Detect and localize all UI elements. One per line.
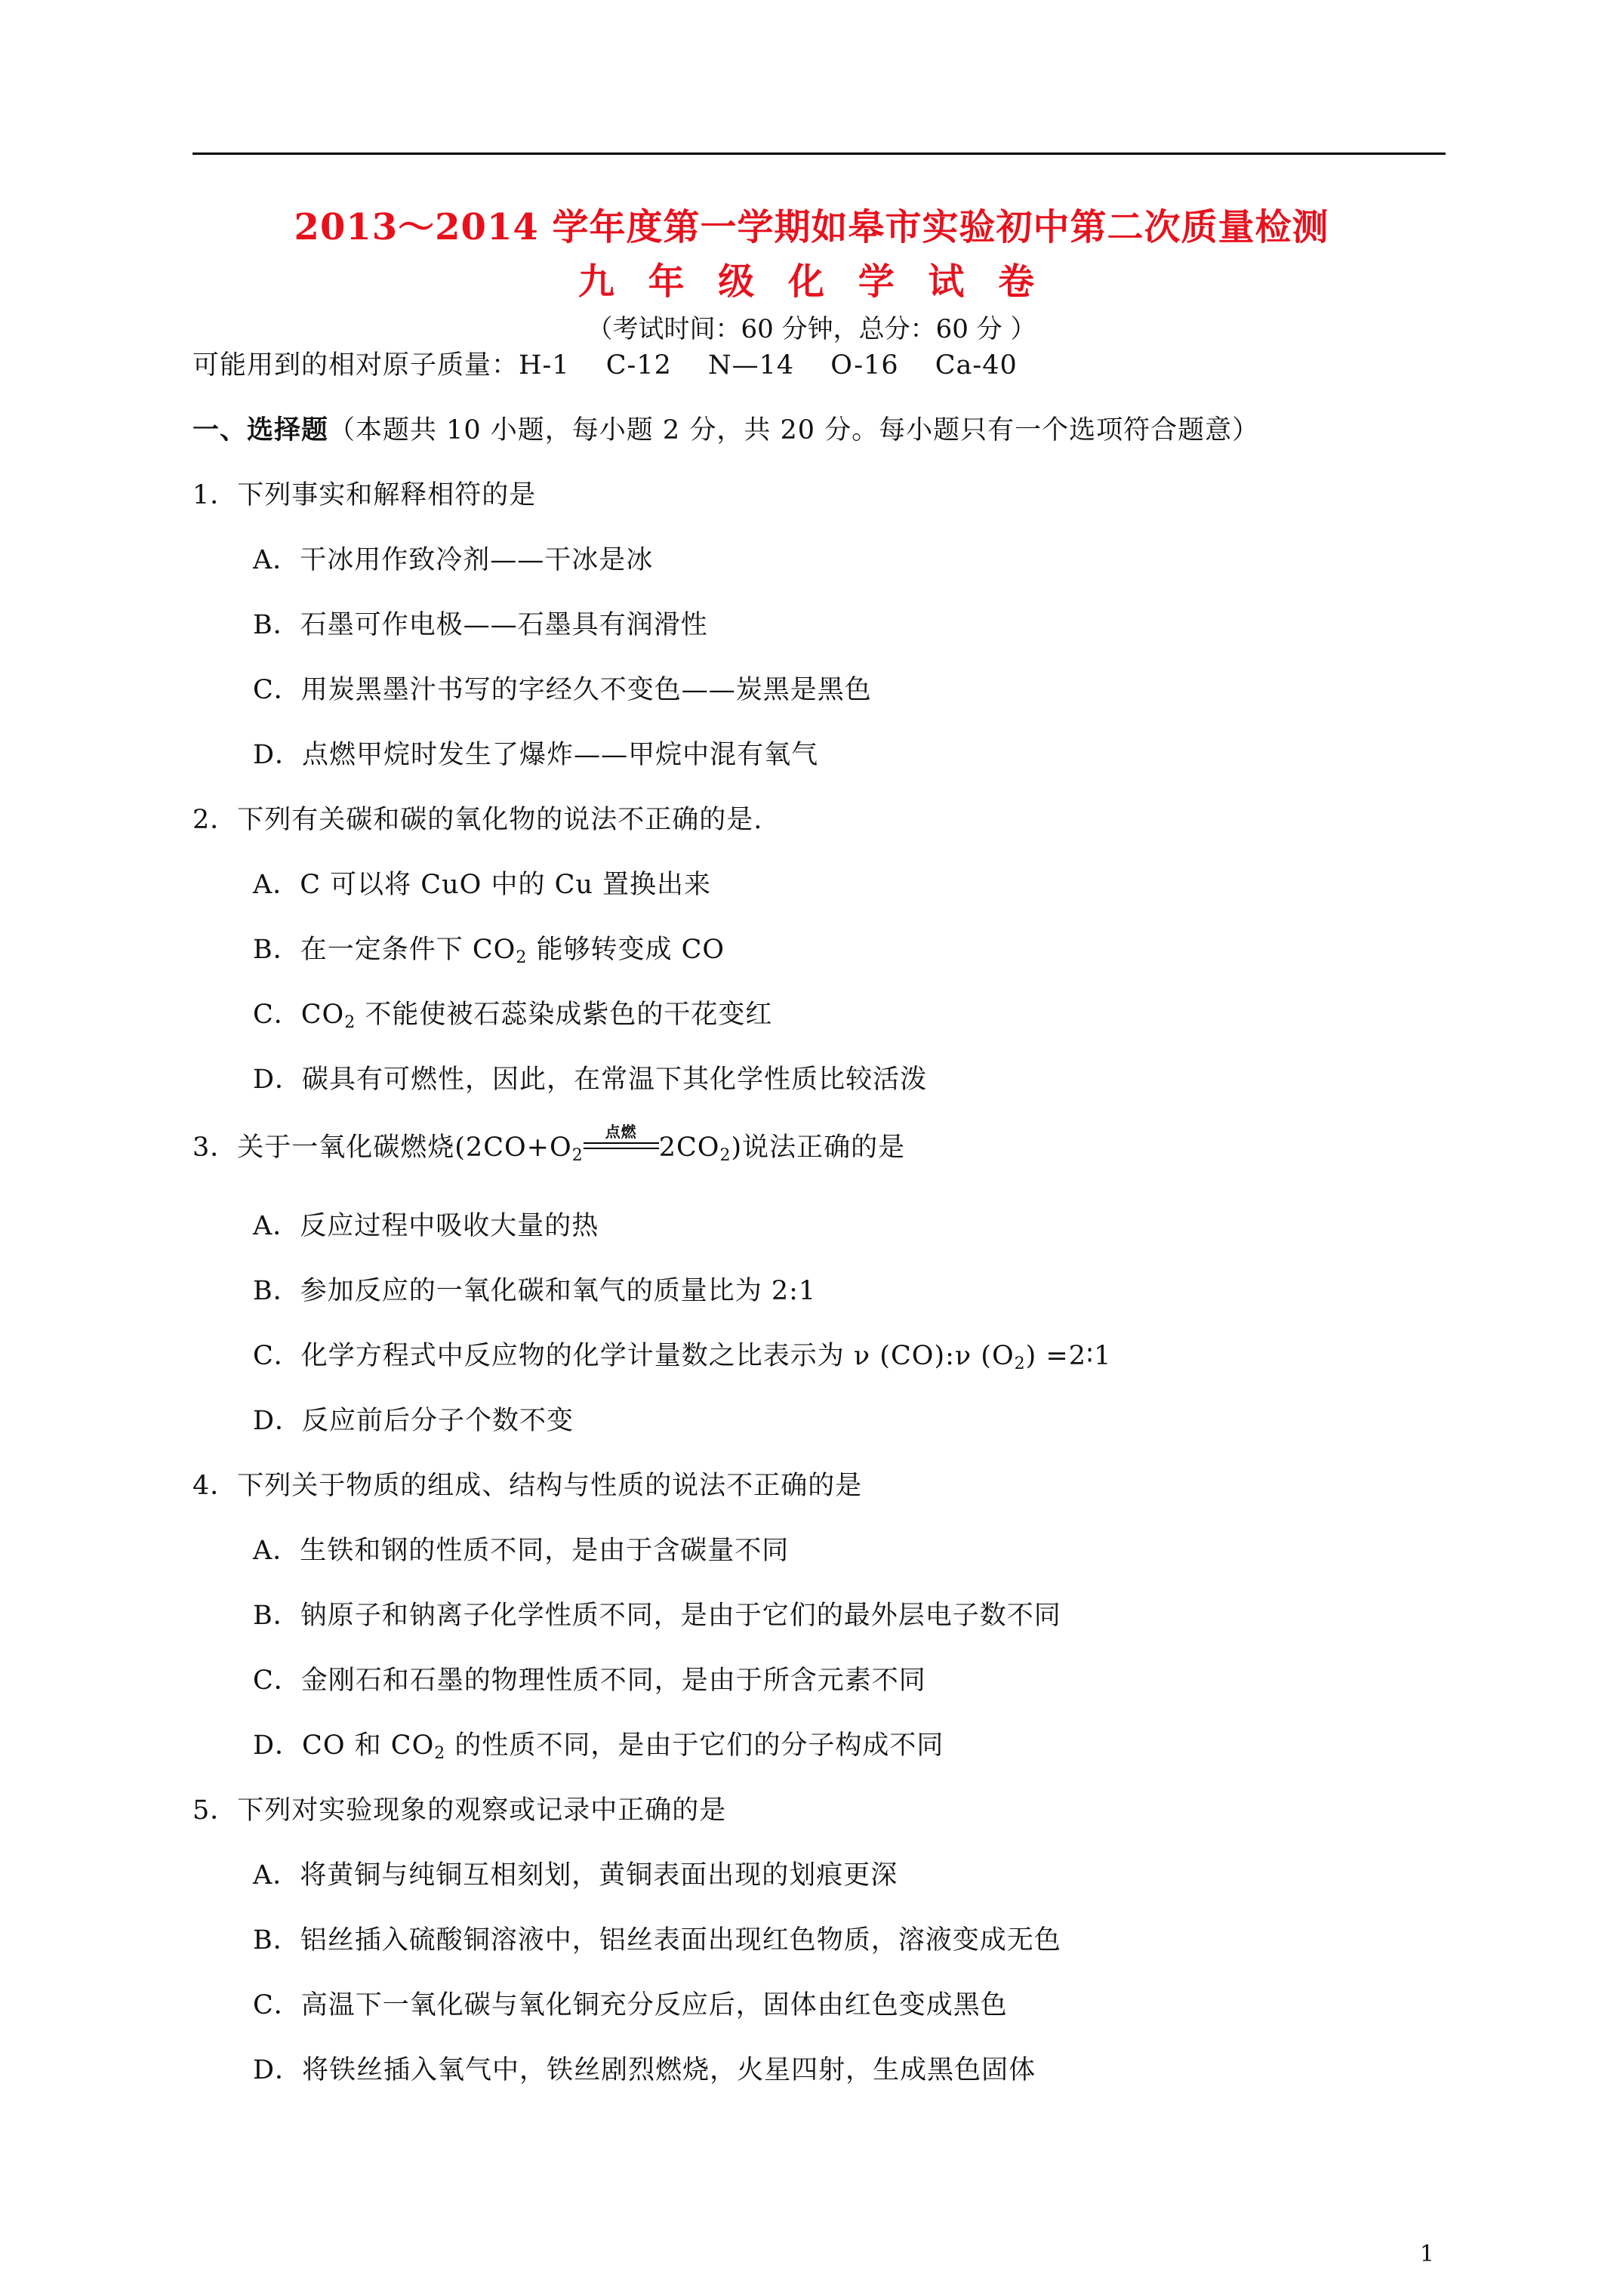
q3-option-c	[253, 1335, 1111, 1373]
q2-b-post: 能够转变成 CO	[527, 935, 725, 965]
page-number: 1	[1419, 2241, 1434, 2267]
q5-option-d: D．将铁丝插入氧气中，铁丝剧烈燃烧，火星四射，生成黑色固体	[253, 2055, 1036, 2085]
q3-c-pre: C．化学方程式中反应物的化学计量数之比表示为 ν (CO):ν (O	[253, 1341, 1015, 1371]
q4-d-sub: 2	[434, 1744, 446, 1763]
q3-stem-sub2: 2	[719, 1146, 731, 1165]
q2-c-sub: 2	[344, 1013, 356, 1032]
q4-d-pre: D．CO 和 CO	[253, 1730, 435, 1761]
q5-option-a: A．将黄铜与纯铜互相刻划，黄铜表面出现的划痕更深	[253, 1860, 898, 1891]
q2-b-sub: 2	[516, 948, 528, 967]
q3-stem	[192, 1122, 906, 1165]
q1-stem: 1．下列事实和解释相符的是	[192, 480, 537, 510]
q3-option-b: B．参加反应的一氧化碳和氧气的质量比为 2:1	[253, 1276, 817, 1306]
q3-stem-mid: 2CO	[658, 1133, 720, 1163]
q5-stem: 5．下列对实验现象的观察或记录中正确的是	[192, 1795, 727, 1826]
q4-option-c: C．金刚石和石墨的物理性质不同，是由于所含元素不同	[253, 1666, 926, 1696]
q1-option-c: C．用炭黑墨汁书写的字经久不变色——炭黑是黑色	[253, 675, 872, 705]
q2-option-d: D．碳具有可燃性，因此，在常温下其化学性质比较活泼	[253, 1065, 928, 1095]
q2-option-c	[253, 994, 772, 1032]
section-heading	[192, 409, 1259, 447]
q4-d-post: 的性质不同，是由于它们的分子构成不同	[445, 1730, 944, 1761]
q3-stem-post: )说法正确的是	[731, 1133, 906, 1163]
condition-label: 点燃	[605, 1122, 637, 1141]
q2-option-a: A．C 可以将 CuO 中的 Cu 置换出来	[253, 870, 712, 900]
q4-option-d	[253, 1724, 944, 1763]
q3-c-sub: 2	[1014, 1354, 1026, 1373]
q2-b-pre: B．在一定条件下 CO	[253, 935, 516, 965]
q4-option-b: B．钠原子和钠离子化学性质不同，是由于它们的最外层电子数不同	[253, 1601, 1061, 1631]
exam-meta: （考试时间：60 分钟，总分：60 分 ）	[587, 314, 1036, 344]
q3-c-post: ) =2∶1	[1025, 1341, 1112, 1371]
q2-c-post: 不能使被石蕊染成紫色的干花变红	[356, 1000, 773, 1030]
q1-option-d: D．点燃甲烷时发生了爆炸——甲烷中混有氧气	[253, 740, 819, 770]
header-rule	[192, 153, 1446, 155]
exam-title: 2013～2014 学年度第一学期如皋市实验初中第二次质量检测	[294, 206, 1329, 248]
q2-stem: 2．下列有关碳和碳的氧化物的说法不正确的是.	[192, 805, 763, 835]
q4-stem: 4．下列关于物质的组成、结构与性质的说法不正确的是	[192, 1471, 863, 1501]
section-title: 一、选择题	[192, 415, 329, 445]
q5-option-b: B．铝丝插入硫酸铜溶液中，铝丝表面出现红色物质，溶液变成无色	[253, 1925, 1061, 1955]
exam-subtitle: 九 年 级 化 学 试 卷	[577, 260, 1046, 303]
q2-option-b	[253, 929, 725, 967]
q4-option-a: A．生铁和钢的性质不同，是由于含碳量不同	[253, 1536, 790, 1566]
q3-option-a: A．反应过程中吸收大量的热	[253, 1211, 599, 1241]
atomic-masses: 可能用到的相对原子质量：H-1 C-12 N—14 O-16 Ca-40	[192, 350, 1018, 381]
q3-option-d: D．反应前后分子个数不变	[253, 1406, 574, 1436]
equals-bar-top	[584, 1142, 659, 1144]
q5-option-c: C．高温下一氧化碳与氧化铜充分反应后，固体由红色变成黑色	[253, 1990, 1008, 2020]
q3-stem-sub1: 2	[571, 1146, 584, 1165]
q1-option-b: B．石墨可作电极——石墨具有润滑性	[253, 610, 708, 640]
equals-bar-bottom	[584, 1148, 659, 1149]
q1-option-a: A．干冰用作致冷剂——干冰是冰	[253, 545, 654, 575]
q2-c-pre: C．CO	[253, 1000, 345, 1030]
q3-stem-pre: 3．关于一氧化碳燃烧(2CO+O	[192, 1133, 572, 1163]
reaction-condition	[584, 1122, 659, 1160]
section-note: （本题共 10 小题，每小题 2 分，共 20 分。每小题只有一个选项符合题意）	[328, 415, 1260, 445]
